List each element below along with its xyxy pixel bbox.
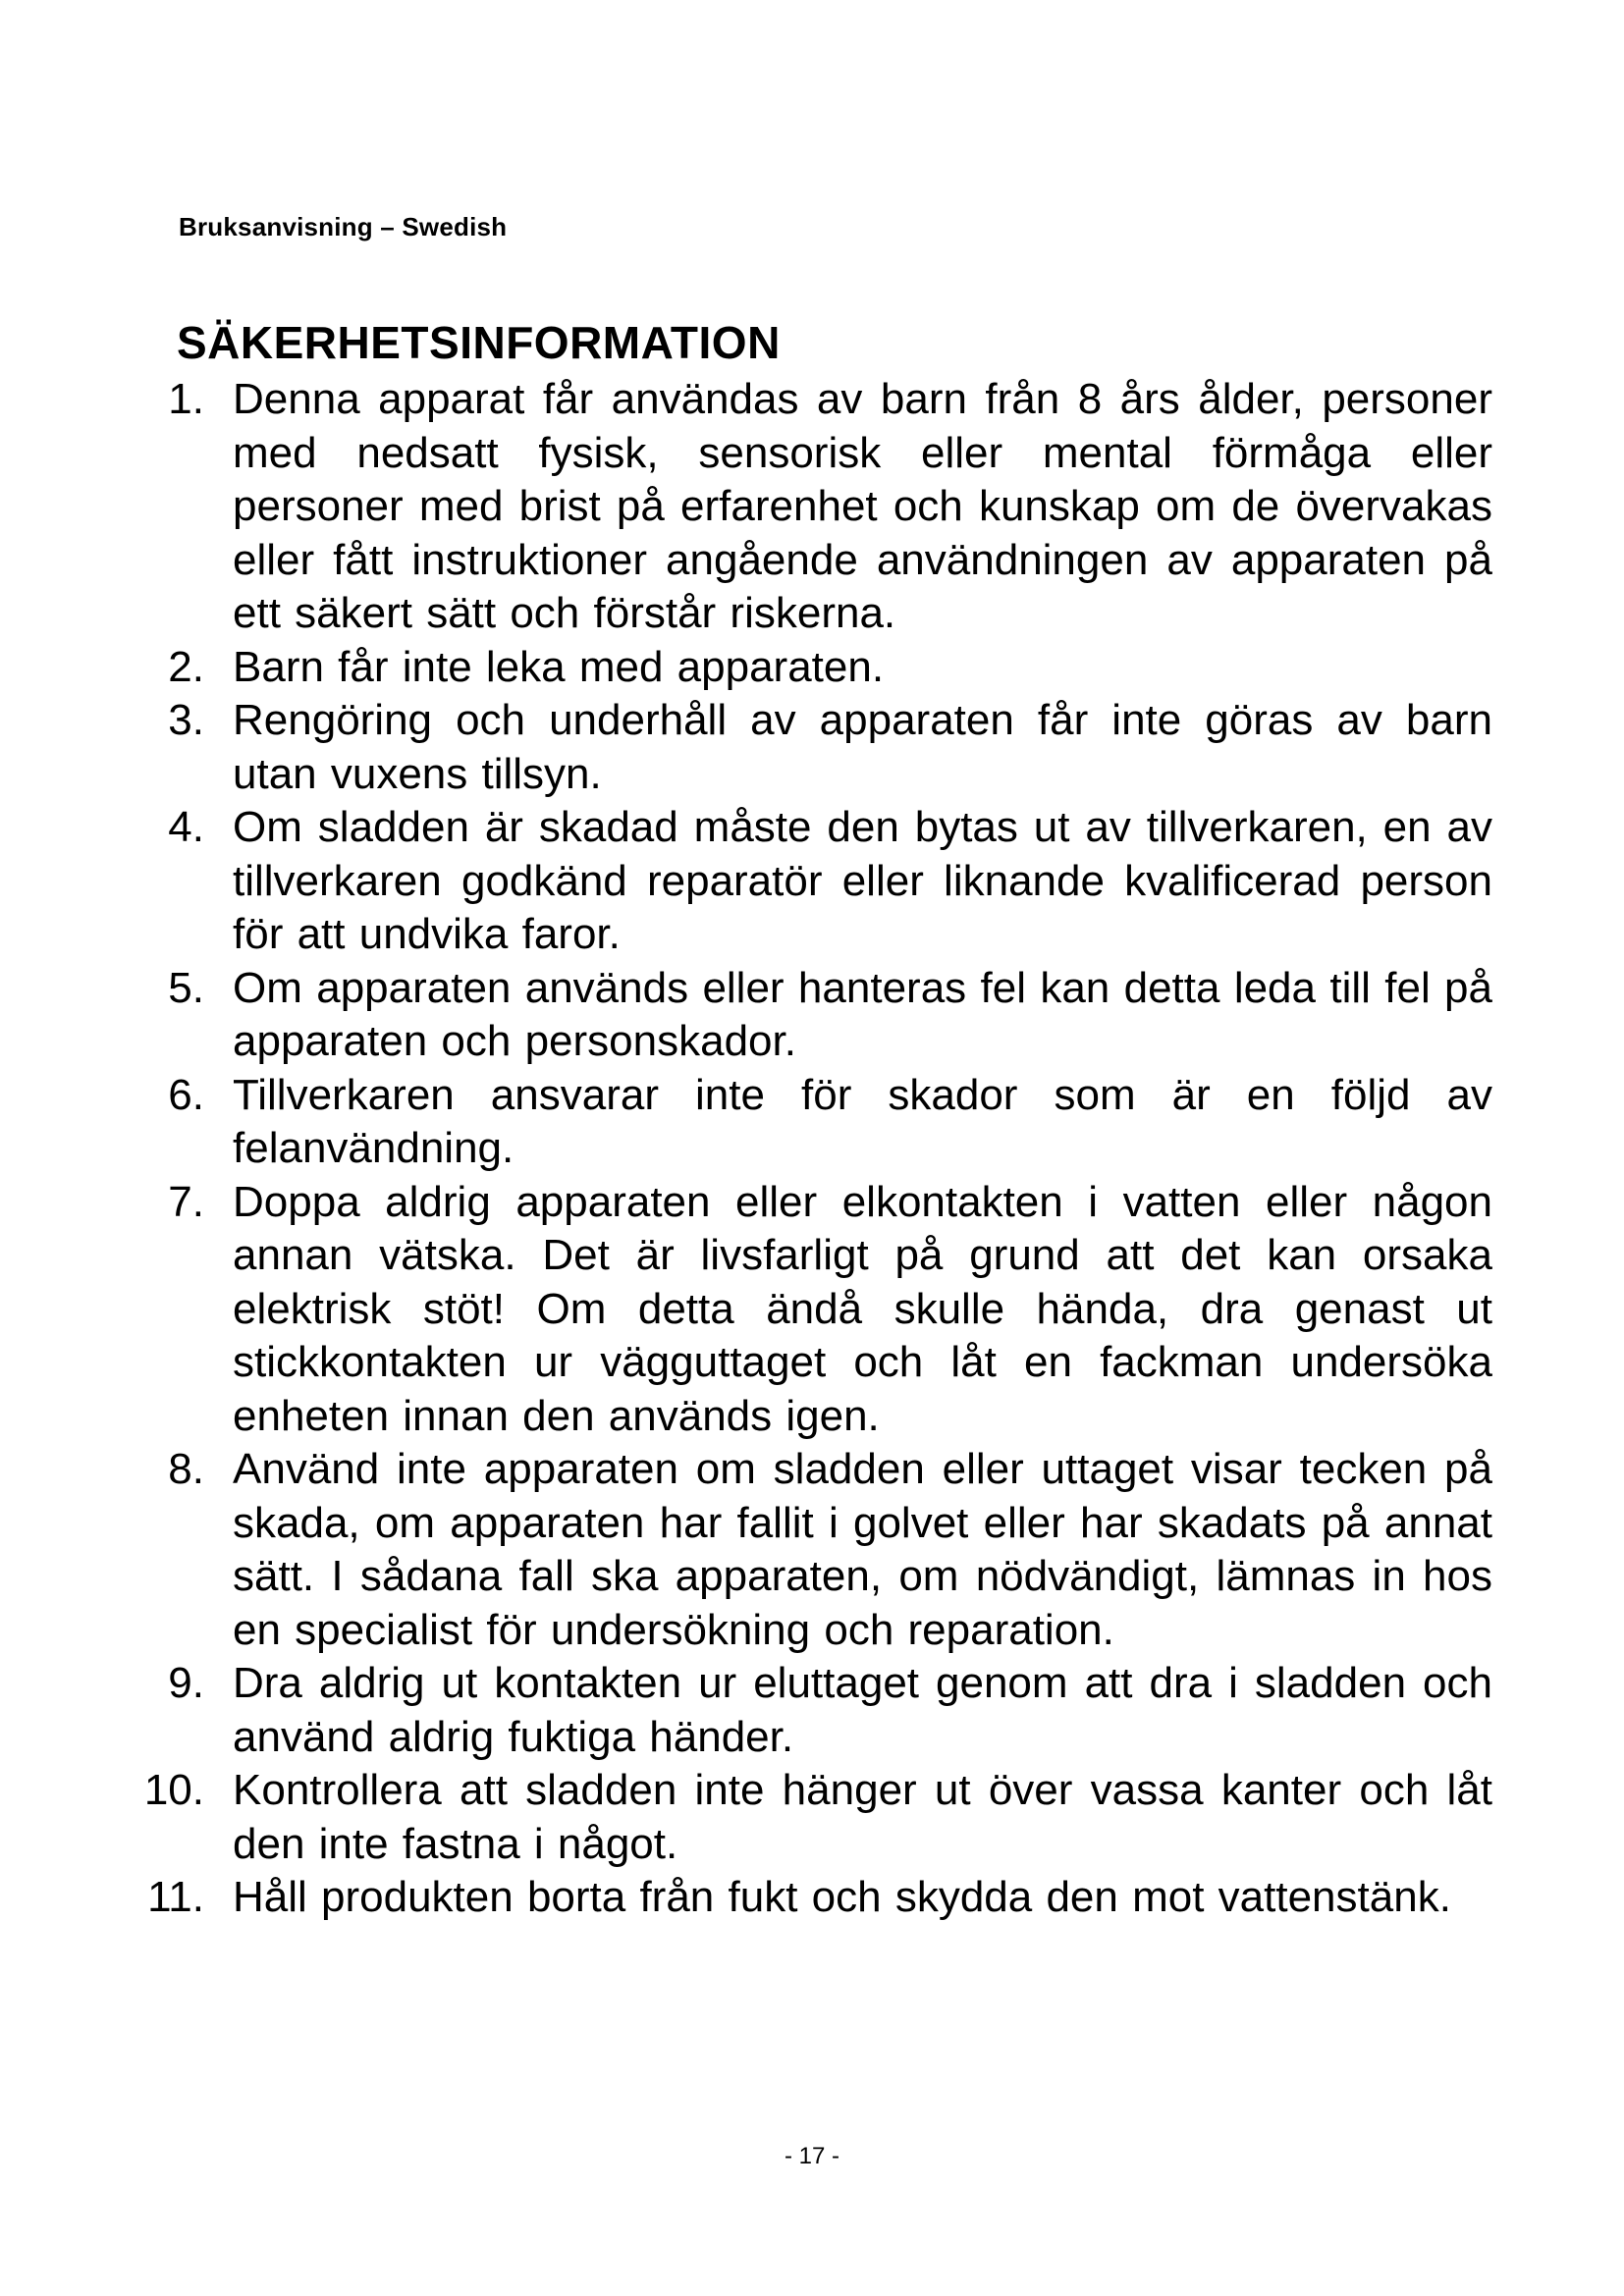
list-item [137,962,1492,1069]
header-label: Bruksanvisning – Swedish [179,212,508,241]
item-text: Om apparaten används eller hanteras fel kan detta leda till fel på apparaten och personskador. [233,963,1492,1065]
item-text: Dra aldrig ut kontakten ur eluttaget genom att dra i sladden och använd aldrig fuktiga händer. [233,1659,1492,1761]
item-number: 8. [168,1445,204,1493]
list-item [137,694,1492,801]
list-item [137,1657,1492,1764]
list-item [137,801,1492,962]
list-item [137,641,1492,695]
list-item [137,1069,1492,1176]
list-item [137,373,1492,641]
item-number: 9. [168,1659,204,1707]
item-text: Denna apparat får användas av barn från 8 års ålder, personer med nedsatt fysisk, sensorisk eller mental förmåga eller personer med brist på erfarenhet och kunskap om de övervakas eller fått instruktioner angående användningen av apparaten på ett säkert sätt och förstår riskerna. [233,375,1492,637]
item-number: 11. [147,1873,204,1921]
item-text: Använd inte apparaten om sladden eller uttaget visar tecken på skada, om apparaten har fallit i golvet eller har skadats på annat sätt. I sådana fall ska apparaten, om nödvändigt, lämnas in hos en specialist för undersökning och reparation. [233,1445,1492,1654]
item-number: 5. [168,963,204,1012]
item-number: 7. [168,1177,204,1226]
item-number: 4. [168,803,204,851]
list-item [137,1176,1492,1444]
item-text: Doppa aldrig apparaten eller elkontakten i vatten eller någon annan vätska. Det är livsfarligt på grund att det kan orsaka elektrisk stöt! Om detta ändå skulle hända, dra genast ut stickkontakten ur vägguttaget och låt en fackman undersöka enheten innan den används igen. [233,1177,1492,1440]
item-text: Barn får inte leka med apparaten. [233,642,885,691]
item-text: Tillverkaren ansvarar inte för skador som är en följd av felanvändning. [233,1070,1492,1172]
item-text: Håll produkten borta från fukt och skydda den mot vattenstänk. [233,1873,1451,1921]
page-number: - 17 - [784,2143,839,2169]
list-item [137,1764,1492,1871]
item-number: 3. [168,696,204,744]
safety-list [137,373,1492,1925]
list-item [137,1871,1492,1925]
section-title: SÄKERHETSINFORMATION [177,317,781,368]
item-text: Om sladden är skadad måste den bytas ut av tillverkaren, en av tillverkaren godkänd reparatör eller liknande kvalificerad person för att undvika faror. [233,803,1492,958]
item-number: 6. [168,1070,204,1119]
item-text: Rengöring och underhåll av apparaten får inte göras av barn utan vuxens tillsyn. [233,696,1492,798]
list-item [137,1443,1492,1657]
item-text: Kontrollera att sladden inte hänger ut över vassa kanter och låt den inte fastna i något. [233,1766,1492,1868]
item-number: 10. [143,1766,204,1814]
item-number: 2. [168,642,204,691]
item-number: 1. [168,375,204,423]
